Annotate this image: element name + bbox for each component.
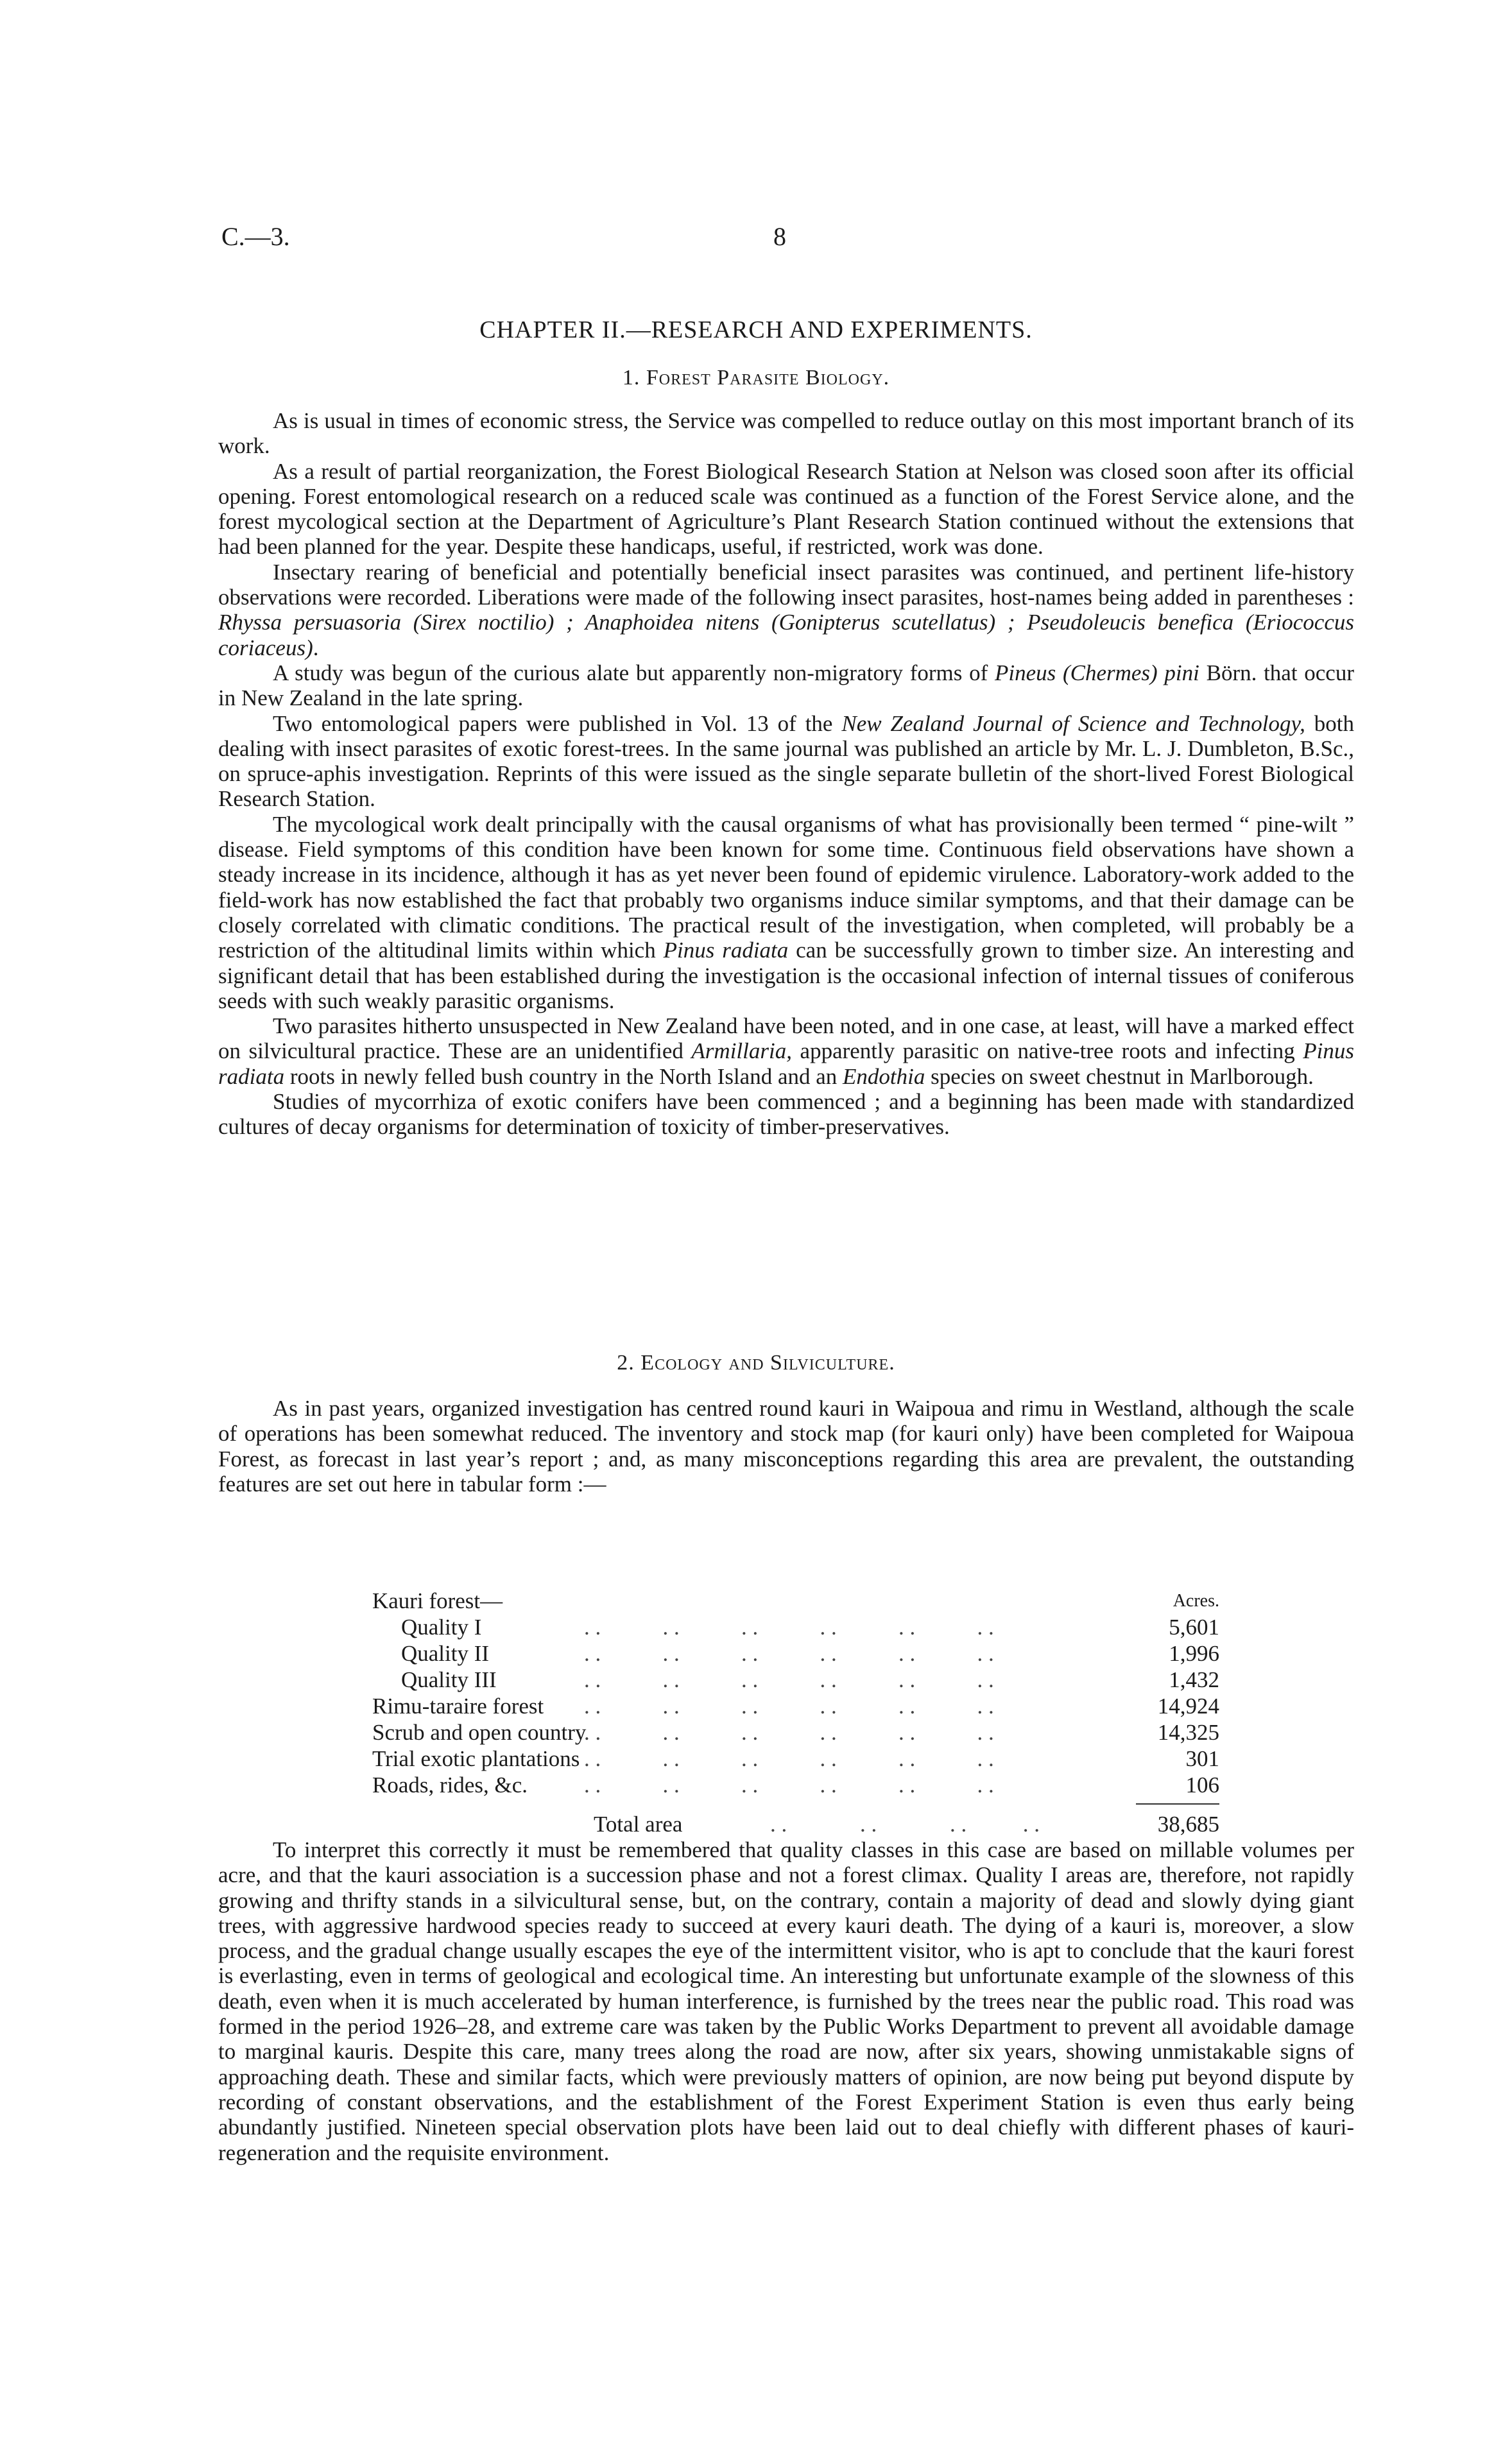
table-rows [372, 1614, 1219, 1798]
italic-text: New Zealand Journal of Science and Technology, [841, 710, 1305, 736]
text-run: A study was begun of the curious alate but apparently non-migratory forms of [273, 660, 995, 685]
document-reference: C.—3. [221, 222, 290, 251]
text-run: roots in newly felled bush country in the North Island and an [284, 1063, 843, 1089]
paragraph [218, 1089, 1354, 1140]
row-value: 5,601 [1169, 1615, 1219, 1640]
table-heading: Kauri forest— [372, 1588, 503, 1613]
section2-discussion [218, 1837, 1354, 2165]
table-row [372, 1719, 1219, 1746]
text-run: both dealing with insect parasites of exotic forest-trees. In the same journal was published an article by Mr. L. J. Dumbleton, B.Sc., on spruce-aphis investigation. Reprints of this were issued as the single separate bulletin of the short-lived Forest Biological Research Station. [218, 710, 1354, 812]
row-label: Roads, rides, &c. [372, 1773, 528, 1798]
row-label: Quality II [401, 1641, 490, 1666]
text-run: Studies of mycorrhiza of exotic conifers have been commenced ; and a beginning has been made with standardized cultures of decay organisms for determination of toxicity of timber-preservatives. [218, 1089, 1354, 1140]
unit-header: Acres. [1173, 1591, 1219, 1611]
leader-dots: . . . . . . . . . . . . [584, 1720, 994, 1745]
text-run: As a result of partial reorganization, the Forest Biological Research Station at Nelson was closed soon after its official opening. Forest entomological research on a reduced scale was continued as a function of the Forest Service alone, and the forest mycological section at the Department of Agriculture’s Plant Research Station continued without the extensions that had been planned for the year. Despite these handicaps, useful, if restricted, work was done. [218, 458, 1354, 560]
row-value: 1,432 [1169, 1667, 1219, 1692]
row-label: Rimu-taraire forest [372, 1694, 544, 1719]
total-value: 38,685 [1157, 1812, 1219, 1837]
italic-text: Pinus radiata [663, 938, 789, 963]
leader-dots: . . . . . . . . . . . . [584, 1746, 994, 1771]
text-run: Börn. that occur in New Zealand in the late spring. [218, 660, 1354, 711]
paragraph: To interpret this correctly it must be remembered that quality classes in this case are based on millable volumes per acre, and that the kauri association is a succession phase and not a forest climax. Quality I areas are, therefore, not rapidly growing and thrifty stands in a silvicultural sense, but, on the contrary, contain a majority of dead and slowly dying giant trees, with aggressive hardwood species ready to succeed at every kauri death. The dying of a kauri is, moreover, a slow process, and the gradual change usually escapes the eye of the intermittent visitor, who is apt to conclude that the kauri forest is everlasting, even in terms of geological and ecological time. An interesting but unfortunate example of the slowness of this death, even when it is much accelerated by human interference, is furnished by the trees near the public road. This road was formed in the period 1926–28, and extreme care was taken by the Public Works Department to prevent all avoidable damage to marginal kauris. Despite this care, many trees along the road are now, after six years, showing unmistakable signs of approaching death. These and similar facts, which were previously matters of opinion, are now being put beyond dispute by recording of constant observations, and the establishment of the Forest Experiment Station is even thus early being abundantly justified. Nineteen special observation plots have been laid out to deal chiefly with different phases of kauri-regeneration and the requisite environment. [218, 1837, 1354, 2165]
text-run: apparently parasitic on native-tree roots and infecting [791, 1038, 1303, 1064]
section-title-ecology: 2. Ecology and Silviculture. [617, 1351, 895, 1375]
italic-text: Pinus radiata [218, 1038, 1354, 1089]
section2-intro [218, 1396, 1354, 1497]
text-run: species on sweet chestnut in Marlborough. [925, 1063, 1314, 1089]
paragraph [218, 408, 1354, 459]
paragraph [218, 660, 1354, 711]
row-value: 106 [1185, 1773, 1219, 1798]
total-label: Total area [594, 1812, 683, 1837]
text-run: Two parasites hitherto unsuspected in New Zealand have been noted, and in one case, at least, will have a marked effect on silvicultural practice. These are an unidentified [218, 1013, 1354, 1064]
leader-dots: . . . . . . . . . . . . [584, 1667, 994, 1692]
paragraph: As in past years, organized investigation has centred round kauri in Waipoua and rimu in Westland, although the scale of operations has been somewhat reduced. The inventory and stock map (for kauri only) have been completed for Waipoua Forest, as forecast in last year’s report ; and, as many misconceptions regarding this area are prevalent, the outstanding features are set out here in tabular form :— [218, 1396, 1354, 1497]
table-total-row [372, 1811, 1219, 1837]
row-label: Scrub and open country [372, 1720, 587, 1745]
table-heading-row [372, 1588, 1219, 1614]
row-label: Quality I [401, 1615, 482, 1640]
text-run: As is usual in times of economic stress, the Service was compelled to reduce outlay on this most important branch of its work. [218, 408, 1354, 459]
table-row [372, 1640, 1219, 1667]
text-run: can be successfully grown to timber size. An interesting and significant detail that has been established during the investigation is the occasional infection of internal tissues of coniferous seeds with such weakly parasitic organisms. [218, 938, 1355, 1013]
paragraph [218, 560, 1354, 660]
row-value: 301 [1185, 1746, 1219, 1771]
text-run: The mycological work dealt principally with the causal organisms of what has provisionally been termed “ pine-wilt ” disease. Field symptoms of this condition have been known for some time. Continuous field observations have shown a steady increase in its incidence, although it has as yet never been found of epidemic virulence. Laboratory-work added to the field-work has now established the fact that probably two organisms induce similar symptoms, and that their damage can be closely correlated with climatic conditions. The practical result of the investigation, when completed, will probably be a restriction of the altitudinal limits within which [218, 811, 1354, 963]
leader-dots: . . . . . . . . [770, 1812, 1040, 1837]
total-rule [1136, 1803, 1219, 1805]
italic-text: Rhyssa persuasoria (Sirex noctilio) ; Anaphoidea nitens (Gonipterus scutellatus) ; Pseudoleucis benefica (Eriococcus coriaceus) [218, 610, 1354, 660]
text-run: Two entomological papers were published in Vol. 13 of the [273, 710, 842, 736]
row-value: 1,996 [1169, 1641, 1219, 1666]
section1-body [218, 408, 1354, 1140]
row-value: 14,924 [1157, 1694, 1219, 1719]
row-label: Trial exotic plantations [372, 1746, 580, 1771]
table-row [372, 1746, 1219, 1772]
paragraph [218, 711, 1354, 812]
paragraph [218, 812, 1354, 1013]
table-row [372, 1772, 1219, 1798]
leader-dots: . . . . . . . . . . . . [584, 1773, 994, 1798]
italic-text: Pineus (Chermes) pini [994, 660, 1199, 685]
acreage-table [372, 1588, 1219, 1837]
table-row [372, 1667, 1219, 1693]
chapter-title: CHAPTER II.—RESEARCH AND EXPERIMENTS. [479, 316, 1033, 343]
table-row [372, 1693, 1219, 1719]
section-title-parasite-biology: 1. Forest Parasite Biology. [622, 366, 890, 390]
italic-text: Armillaria, [691, 1038, 792, 1064]
table-row [372, 1614, 1219, 1640]
leader-dots: . . . . . . . . . . . . [584, 1641, 994, 1666]
text-run: . [313, 635, 319, 660]
page-number: 8 [773, 222, 786, 251]
paragraph [218, 459, 1354, 560]
row-label: Quality III [401, 1667, 497, 1692]
row-value: 14,325 [1157, 1720, 1219, 1745]
leader-dots: . . . . . . . . . . . . [584, 1615, 994, 1640]
leader-dots: . . . . . . . . . . . . [584, 1694, 994, 1719]
paragraph [218, 1013, 1354, 1089]
text-run: Insectary rearing of beneficial and potentially beneficial insect parasites was continued, and pertinent life-history observations were recorded. Liberations were made of the following insect parasites, host-names being added in parentheses : [218, 559, 1354, 610]
italic-text: Endothia [843, 1063, 925, 1089]
total-rule-row [372, 1798, 1219, 1807]
